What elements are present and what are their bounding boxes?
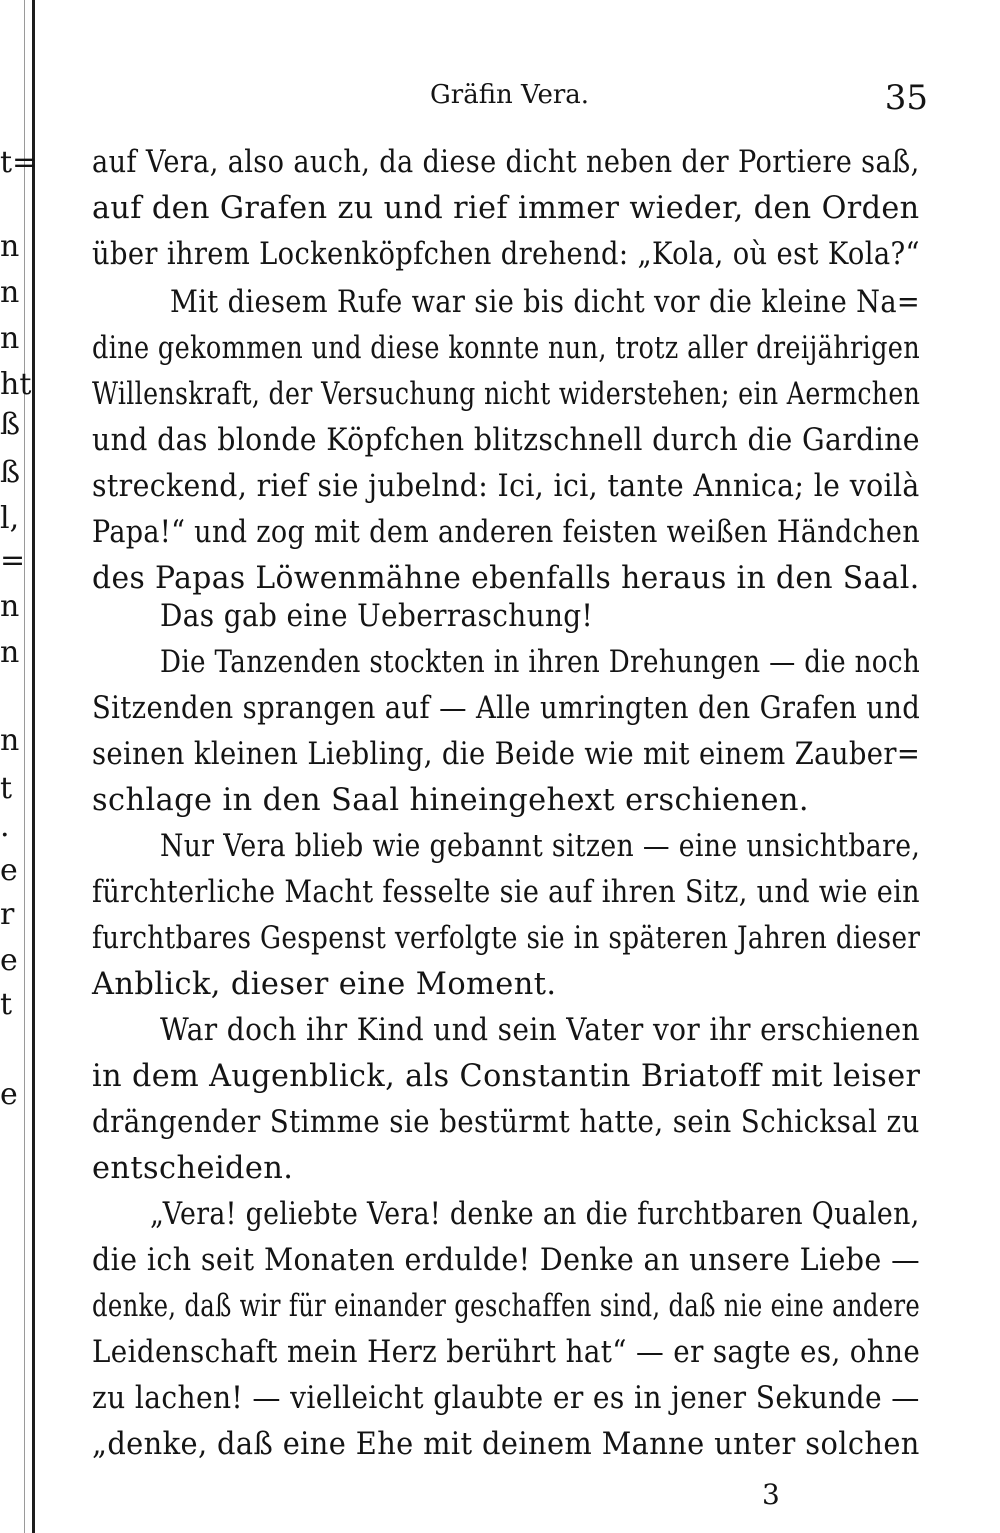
page-number: 35	[884, 78, 928, 118]
text-line: auf den Grafen zu und rief immer wieder, den Orden	[92, 191, 920, 226]
margin-fragment: t	[0, 771, 13, 806]
margin-fragment: =	[0, 543, 26, 578]
margin-fragment: r	[0, 897, 15, 932]
text-line: in dem Augenblick, als Constantin Briatoff mit leiser	[92, 1059, 921, 1094]
margin-fragment: n	[0, 321, 20, 356]
margin-fragment: ht	[0, 367, 32, 402]
text-line: zu lachen! — vielleicht glaubte er es in jener Sekunde —	[92, 1381, 920, 1416]
margin-fragment: ß	[0, 455, 21, 490]
text-line: „denke, daß eine Ehe mit deinem Manne unter solchen	[92, 1427, 920, 1462]
text-line: denke, daß wir für einander geschaffen sind, daß nie eine andere	[92, 1289, 921, 1324]
text-line: Mit diesem Rufe war sie bis dicht vor die kleine Na=	[170, 285, 921, 320]
text-line: „Vera! geliebte Vera! denke an die furchtbaren Qualen,	[150, 1197, 920, 1232]
margin-fragment: n	[0, 723, 20, 758]
text-line: dine gekommen und diese konnte nun, trotz aller dreijährigen	[92, 331, 921, 366]
text-line: des Papas Löwenmähne ebenfalls heraus in den Saal.	[92, 561, 920, 596]
margin-fragment: n	[0, 229, 20, 264]
text-line: Sitzenden sprangen auf — Alle umringten den Grafen und	[92, 691, 921, 726]
text-line: die ich seit Monaten erdulde! Denke an unsere Liebe —	[92, 1243, 920, 1278]
text-line: drängender Stimme sie bestürmt hatte, sein Schicksal zu	[92, 1105, 920, 1140]
margin-fragment: t	[0, 987, 13, 1022]
text-line: schlage in den Saal hineingehext erschienen.	[92, 783, 809, 818]
text-line: über ihrem Lockenköpfchen drehend: „Kola, où est Kola?“	[92, 237, 920, 272]
text-line: War doch ihr Kind und sein Vater vor ihr erschienen	[160, 1013, 920, 1048]
text-line: Die Tanzenden stockten in ihren Drehungen — die noch	[160, 645, 921, 680]
text-line: seinen kleinen Liebling, die Beide wie mit einem Zauber=	[92, 737, 921, 772]
margin-fragment: e	[0, 853, 18, 888]
text-line: Nur Vera blieb wie gebannt sitzen — eine unsichtbare,	[160, 829, 921, 864]
margin-fragment: e	[0, 1077, 18, 1112]
text-line: furchtbares Gespenst verfolgte sie in späteren Jahren dieser	[92, 921, 921, 956]
text-line: fürchterliche Macht fesselte sie auf ihren Sitz, und wie ein	[92, 875, 920, 910]
text-line: streckend, rief sie jubelnd: Ici, ici, tante Annica; le voilà	[92, 469, 920, 504]
running-title: Gräfin Vera.	[430, 80, 590, 110]
text-line: Das gab eine Ueberraschung!	[160, 599, 594, 634]
margin-fragment: n	[0, 275, 20, 310]
margin-fragment: e	[0, 943, 18, 978]
text-line: Papa!“ und zog mit dem anderen feisten weißen Händchen	[92, 515, 921, 550]
gutter-rule	[32, 0, 35, 1533]
margin-fragment: l,	[0, 501, 20, 536]
signature-mark: 3	[762, 1478, 780, 1511]
text-line: Willenskraft, der Versuchung nicht widerstehen; ein Aermchen	[92, 377, 921, 412]
text-line: Leidenschaft mein Herz berührt hat“ — er sagte es, ohne	[92, 1335, 921, 1370]
text-line: Anblick, dieser eine Moment.	[92, 967, 557, 1002]
text-line: entscheiden.	[92, 1151, 294, 1186]
text-line: auf Vera, also auch, da diese dicht neben der Portiere saß,	[92, 145, 920, 180]
margin-fragment: .	[0, 809, 10, 844]
margin-fragment: ß	[0, 407, 21, 442]
text-line: und das blonde Köpfchen blitzschnell durch die Gardine	[92, 423, 920, 458]
margin-fragment: n	[0, 635, 20, 670]
margin-fragment: n	[0, 589, 20, 624]
gutter-shadow	[24, 0, 25, 1533]
margin-fragment: t=	[0, 145, 38, 180]
